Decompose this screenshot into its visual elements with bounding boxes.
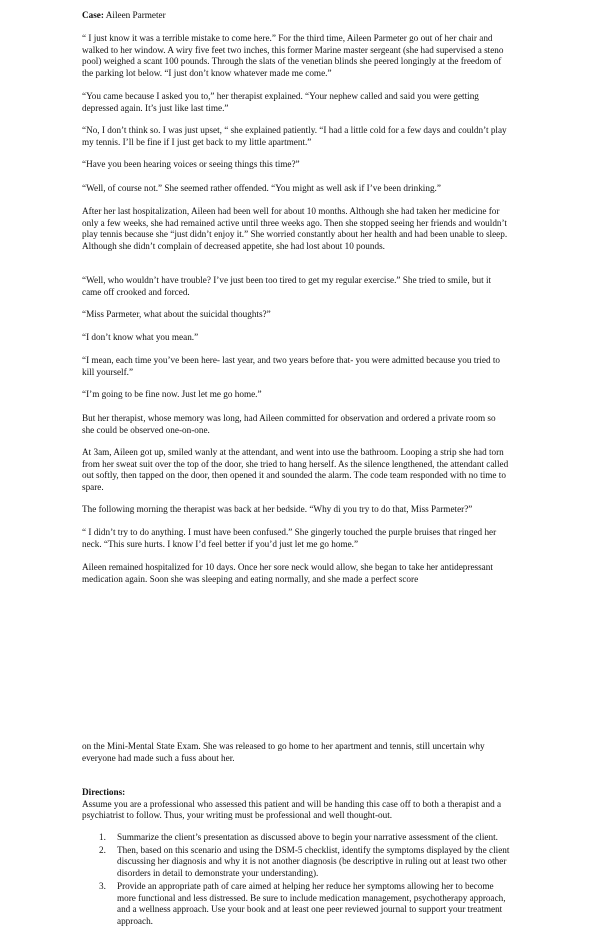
directions-section [82,787,510,822]
case-label: Case: [82,10,104,20]
directions-heading: Directions: [82,787,126,797]
list-item-text: Then, based on this scenario and using the DSM-5 checklist, identify the symptoms displayed by the client discussing her diagnosis and why it is not another diagnosis (be descriptive in ruling out at least two other disorders in detail to demonstrate your understanding). [117,844,510,879]
paragraph-9: “I don’t know what you mean.” [82,332,199,342]
list-item-number: 1. [99,832,106,842]
paragraph-15: “ I didn’t try to do anything. I must have been confused.” She gingerly touched the purple bruises that ringed her neck. “This sure hurts. I know I’d feel better if you’d just let me go home.” [82,527,497,549]
directions-list [82,832,510,928]
list-item-text: Provide an appropriate path of care aimed at helping her reduce her symptoms allowing her to become more functional and less distressed. Be sure to include medication management, psychotherapy approach, and a wellness approach. Use your book and at least one peer reviewed journal to support your treatment approach. [117,880,506,926]
paragraph-1: “ I just know it was a terrible mistake to come here.” For the third time, Aileen Parmeter go out of her chair and walked to her window. A wiry five feet two inches, this former Marine master sergeant (she had supervised a steno pool) weighed a scant 100 pounds. Through the slats of the venetian blinds she peered longingly at the freedom of the parking lot below. “I just don’t know whatever made me come.” [82,33,504,79]
paragraph-13: At 3am, Aileen got up, smiled wanly at the attendant, and went into use the bathroom. Looping a strip she had torn from her sweat suit over the top of the door, she tried to hang herself. As the silence lengthened, the attendant called out softly, then tapped on the door, then opened it and sounded the alarm. The code team responded with no time to spare. [82,447,509,493]
list-item [99,880,510,928]
paragraph-11: “I’m going to be fine now. Just let me go home.” [82,389,262,399]
paragraph-12: But her therapist, whose memory was long, had Aileen committed for observation and ordered a private room so she could be observed one-on-one. [82,413,496,435]
list-item [99,844,510,880]
list-item-text: Summarize the client’s presentation as discussed above to begin your narrative assessment of the client. [117,832,498,842]
paragraph-14: The following morning the therapist was back at her bedside. “Why di you try to do that, Miss Parmeter?” [82,504,473,514]
paragraph-4: “Have you been hearing voices or seeing things this time?” [82,159,300,169]
paragraph-2: “You came because I asked you to,” her therapist explained. “Your nephew called and said you were getting depressed again. It’s just like last time.” [82,91,479,113]
directions-intro: Assume you are a professional who assessed this patient and will be handing this case off to both a therapist and a psychiatrist to follow. Thus, your writing must be professional and well thought-out. [82,798,502,821]
paragraph-7: “Well, who wouldn’t have trouble? I’ve just been too tired to get my regular exercise.” She tried to smile, but it came off crooked and forced. [82,275,492,297]
paragraph-8: “Miss Parmeter, what about the suicidal thoughts?” [82,309,271,319]
paragraph-6: After her last hospitalization, Aileen had been well for about 10 months. Although she had taken her medicine for only a few weeks, she had remained active until three weeks ago. Then she stopped seeing her friends and wouldn’t play tennis because she “just didn’t enjoy it.” She worried constantly about her health and had been unable to sleep. Although she didn’t complain of decreased appetite, she had lost about 10 pounds. [82,206,508,252]
paragraph-5: “Well, of course not.” She seemed rather offended. “You might as well ask if I’ve been drinking.” [82,183,441,193]
list-item-number: 2. [99,844,106,855]
list-item [99,832,510,844]
paragraph-10: “I mean, each time you’ve been here- last year, and two years before that- you were admitted because you tried to kill yourself.” [82,355,500,377]
list-item-number: 3. [99,880,106,891]
case-title [82,10,510,22]
continuation-paragraph: on the Mini-Mental State Exam. She was released to go home to her apartment and tennis, still uncertain why everyone had made such a fuss about her. [82,741,485,763]
paragraph-3: “No, I don’t think so. I was just upset, “ she explained patiently. “I had a little cold for a few days and couldn’t play my tennis. I’ll be fine if I just get back to my little apartment.” [82,125,507,147]
case-name: Aileen Parmeter [105,10,166,20]
paragraph-16: Aileen remained hospitalized for 10 days. Once her sore neck would allow, she began to take her antidepressant medication again. Soon she was sleeping and eating normally, and she made a perfect score [82,562,493,584]
